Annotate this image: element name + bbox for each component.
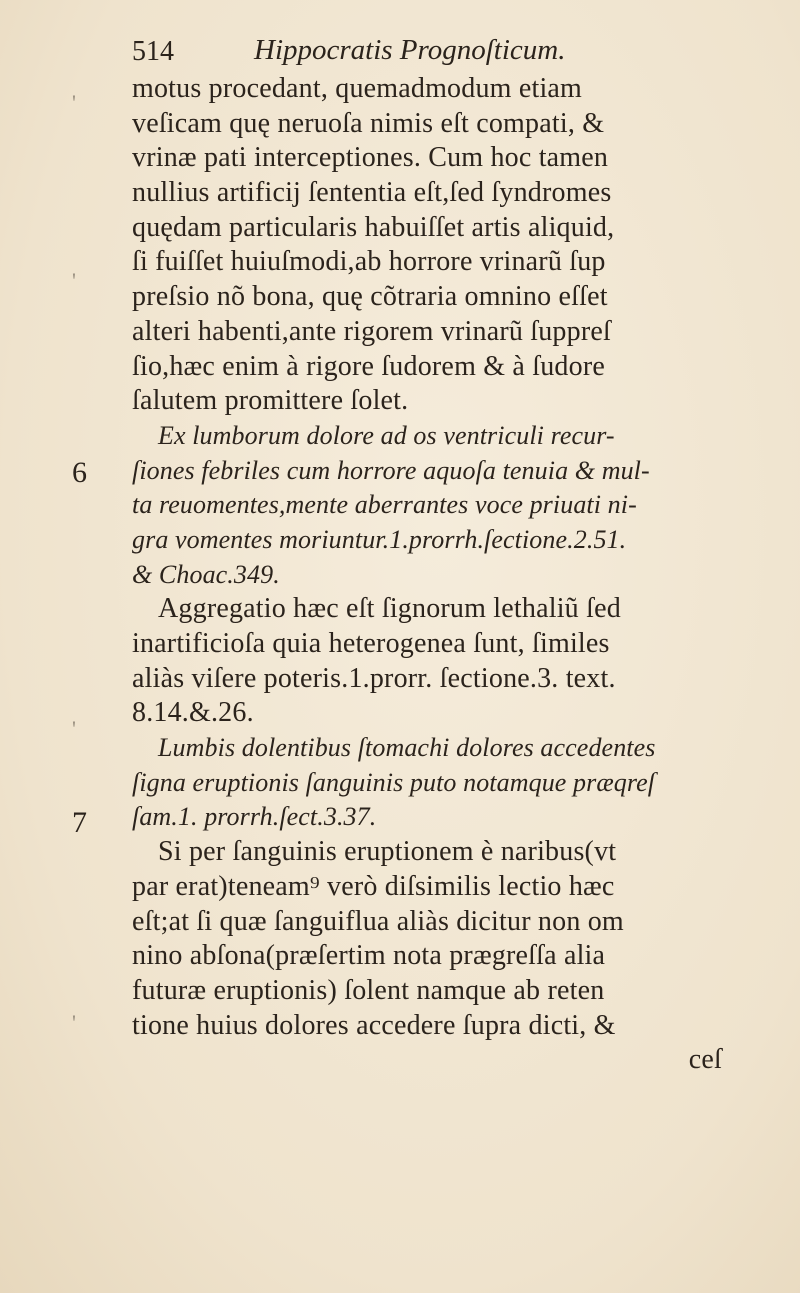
- aphorism-line: Ex lumborum dolore ad os ventriculi recur-: [158, 420, 615, 450]
- text-line: eſt;at ſi quæ ſanguiflua aliàs dicitur non om: [132, 905, 624, 937]
- paragraph-number-7: 7: [72, 806, 87, 839]
- text-line: nino abſona(præſertim nota prægreſſa alia: [132, 940, 606, 972]
- running-title: Hippocratis Prognoſticum.: [254, 34, 566, 66]
- text-line: ſio,hæc enim à rigore ſudorem & à ſudore: [132, 350, 605, 382]
- text-line: 8.14.&.26.: [132, 697, 254, 729]
- text-line: ſalutem promittere ſolet.: [132, 385, 409, 417]
- text-line: tione huius dolores accedere ſupra dicti, &: [132, 1009, 616, 1041]
- page-number: 514: [132, 36, 174, 67]
- margin-tick: ': [72, 268, 76, 293]
- text-line: veſicam quę neruoſa nimis eſt compati, &: [132, 107, 605, 139]
- text-line: nullius artificij ſententia eſt,ſed ſyndromes: [132, 177, 612, 209]
- text-line: motus procedant, quemadmodum etiam: [132, 73, 583, 104]
- aphorism-line: & Choac.349.: [132, 559, 280, 589]
- margin-tick: ': [72, 716, 76, 741]
- text-line: Aggregatio hæc eſt ſignorum lethaliũ ſed: [158, 593, 621, 625]
- aphorism-line: gra vomentes moriuntur.1.prorrh.ſectione.2.51.: [132, 524, 627, 554]
- catchword: ceſ: [688, 1044, 722, 1076]
- aphorism-line: ſam.1. prorrh.ſect.3.37.: [132, 802, 377, 832]
- text-line: futuræ eruptionis) ſolent namque ab reten: [132, 974, 605, 1006]
- aphorism-line: ſigna eruptionis ſanguinis puto notamque præqreſ: [132, 767, 656, 797]
- aphorism-line: ſiones febriles cum horrore aquoſa tenuia & mul-: [132, 455, 650, 485]
- text-line: preſsio nõ bona, quę cõtraria omnino eſſet: [132, 281, 608, 313]
- aphorism-line: ta reuomentes,mente aberrantes voce priuati ni-: [132, 490, 637, 520]
- page-header: [132, 30, 732, 70]
- text-line: vrinæ pati interceptiones. Cum hoc tamen: [132, 142, 609, 174]
- paragraph-number-6: 6: [72, 456, 87, 489]
- text-line: ſi fuiſſet huiuſmodi,ab horrore vrinarũ ſup: [132, 246, 606, 278]
- margin-tick: ': [72, 90, 76, 115]
- text-line: aliàs viſere poteris.1.prorr. ſectione.3. text.: [132, 662, 616, 694]
- aphorism-line: Lumbis dolentibus ſtomachi dolores accedentes: [158, 733, 656, 763]
- text-line: quędam particularis habuiſſet artis aliquid,: [132, 211, 615, 243]
- margin-tick: ': [72, 1010, 76, 1035]
- text-line: par erat)teneam⁹ verò diſsimilis lectio hæc: [132, 870, 615, 902]
- text-line: Si per ſanguinis eruptionem è naribus(vt: [158, 836, 617, 868]
- text-line: inartificioſa quia heterogenea ſunt, ſimiles: [132, 628, 610, 659]
- text-line: alteri habenti,ante rigorem vrinarũ ſuppreſ: [132, 315, 611, 347]
- page-body: [132, 72, 732, 1078]
